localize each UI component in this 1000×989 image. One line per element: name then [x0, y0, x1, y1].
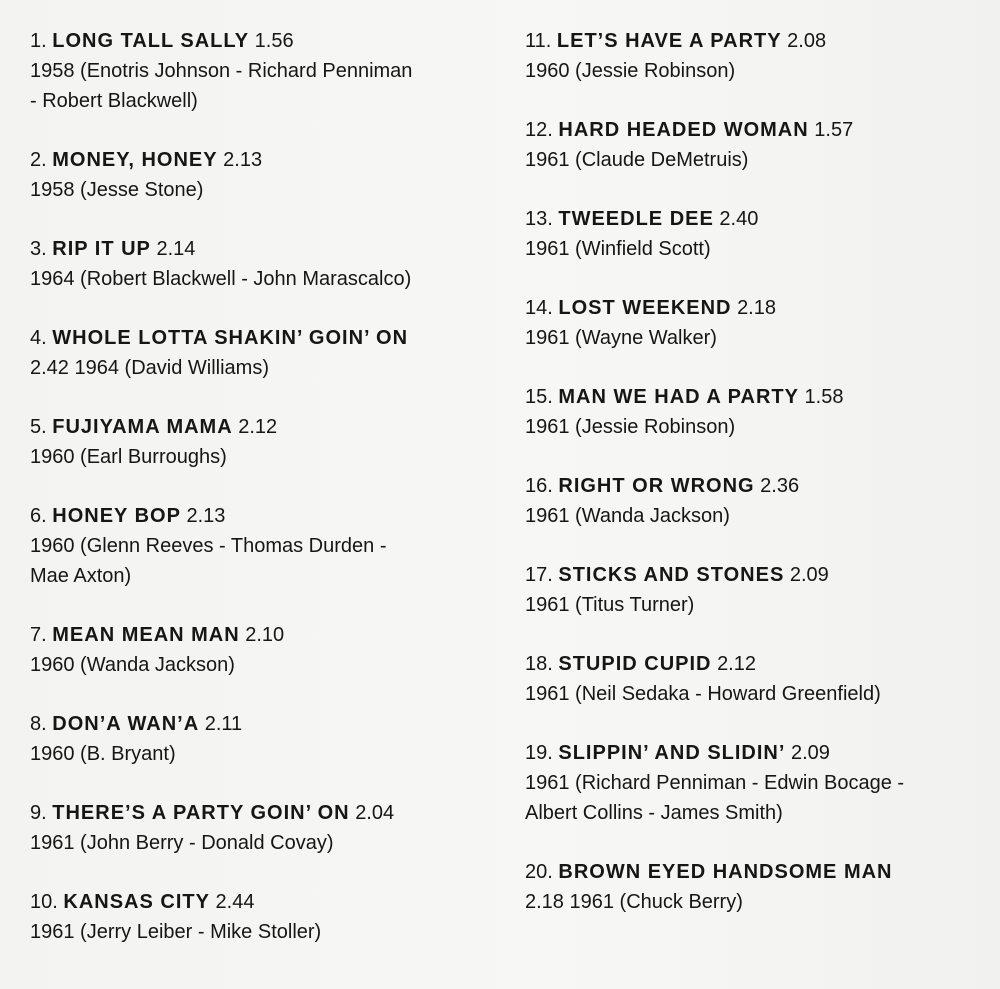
track-entry	[525, 471, 985, 531]
track-number: 18.	[525, 653, 553, 675]
track-duration: 2.04	[355, 802, 395, 824]
track-entry	[525, 738, 985, 828]
track-number: 13.	[525, 208, 553, 230]
track-title: DON’A WAN’A	[52, 713, 200, 735]
track-heading	[30, 620, 500, 650]
track-heading	[525, 649, 985, 679]
track-duration: 2.11	[204, 713, 243, 735]
track-credit-line: 1961 (Neil Sedaka - Howard Greenfield)	[525, 683, 881, 705]
track-duration: 2.09	[791, 742, 830, 764]
track-credit-line: 1960 (B. Bryant)	[30, 743, 176, 765]
track-heading	[525, 382, 985, 412]
track-title: LOST WEEKEND	[558, 297, 732, 319]
track-number: 8.	[30, 713, 47, 735]
track-title: RIGHT OR WRONG	[558, 475, 755, 497]
track-number: 15.	[525, 386, 553, 408]
track-number: 12.	[525, 119, 553, 141]
track-heading	[30, 234, 500, 264]
track-heading	[30, 26, 500, 56]
track-heading	[30, 501, 500, 531]
track-number: 1.	[30, 30, 47, 52]
track-number: 9.	[30, 802, 47, 824]
track-credit-line: 2.18 1961 (Chuck Berry)	[525, 891, 743, 913]
track-duration: 2.36	[760, 475, 800, 497]
track-number: 4.	[30, 327, 47, 349]
tracklist-left-column	[30, 26, 500, 976]
track-number: 5.	[30, 416, 47, 438]
track-credit-line: 1960 (Wanda Jackson)	[30, 654, 235, 676]
track-heading	[30, 145, 500, 175]
track-entry	[525, 857, 985, 917]
track-credit-line: 1960 (Earl Burroughs)	[30, 446, 227, 468]
track-title: MEAN MEAN MAN	[52, 624, 240, 646]
track-credit-line: 2.42 1964 (David Williams)	[30, 357, 269, 379]
track-number: 19.	[525, 742, 553, 764]
track-heading	[30, 887, 500, 917]
track-entry	[525, 115, 985, 175]
track-entry	[30, 620, 500, 680]
track-duration: 2.12	[717, 653, 756, 675]
track-title: LET’S HAVE A PARTY	[556, 30, 782, 52]
track-credit-line: 1960 (Jessie Robinson)	[525, 60, 736, 82]
track-entry	[30, 798, 500, 858]
track-duration: 2.10	[245, 624, 285, 646]
track-entry	[30, 709, 500, 769]
track-title: MONEY, HONEY	[52, 149, 218, 171]
track-entry	[525, 649, 985, 709]
track-credit-line: 1961 (Winfield Scott)	[525, 238, 711, 260]
track-credit-line: - Robert Blackwell)	[30, 90, 198, 112]
track-duration: 1.57	[814, 119, 854, 141]
track-credit-line: 1958 (Enotris Johnson - Richard Penniman	[30, 60, 413, 82]
track-duration: 2.13	[223, 149, 263, 171]
track-entry	[525, 382, 985, 442]
track-number: 14.	[525, 297, 553, 319]
track-title: LONG TALL SALLY	[52, 30, 250, 52]
track-entry	[30, 887, 500, 947]
track-credit-line: 1960 (Glenn Reeves - Thomas Durden -	[30, 535, 387, 557]
track-entry	[525, 26, 985, 86]
track-entry	[525, 560, 985, 620]
track-number: 16.	[525, 475, 553, 497]
track-duration: 2.40	[719, 208, 759, 230]
track-heading	[30, 798, 500, 828]
track-number: 20.	[525, 861, 553, 883]
track-heading	[525, 471, 985, 501]
track-number: 7.	[30, 624, 47, 646]
track-entry	[30, 323, 500, 383]
track-entry	[525, 204, 985, 264]
track-heading	[525, 204, 985, 234]
track-duration: 2.44	[215, 891, 255, 913]
tracklist-right-column	[525, 26, 985, 946]
track-heading	[525, 293, 985, 323]
track-title: STICKS AND STONES	[558, 564, 785, 586]
track-heading	[525, 738, 985, 768]
track-title: KANSAS CITY	[63, 891, 210, 913]
track-credit-line: 1961 (Jessie Robinson)	[525, 416, 736, 438]
track-title: RIP IT UP	[52, 238, 151, 260]
track-heading	[525, 115, 985, 145]
track-number: 6.	[30, 505, 47, 527]
track-number: 3.	[30, 238, 47, 260]
track-duration: 1.56	[254, 30, 294, 52]
track-credit-line: 1958 (Jesse Stone)	[30, 179, 204, 201]
track-entry	[525, 293, 985, 353]
track-duration: 2.08	[787, 30, 827, 52]
track-duration: 2.18	[737, 297, 776, 319]
track-entry	[30, 234, 500, 294]
track-number: 17.	[525, 564, 553, 586]
track-duration: 2.13	[186, 505, 226, 527]
track-duration: 2.09	[789, 564, 829, 586]
track-entry	[30, 501, 500, 591]
track-credit-line: 1964 (Robert Blackwell - John Marascalco)	[30, 268, 412, 290]
track-heading	[30, 412, 500, 442]
track-heading	[525, 26, 985, 56]
track-duration: 1.58	[804, 386, 844, 408]
track-entry	[30, 412, 500, 472]
track-title: THERE’S A PARTY GOIN’ ON	[52, 802, 350, 824]
track-credit-line: Mae Axton)	[30, 565, 132, 587]
track-entry	[30, 26, 500, 116]
track-number: 11.	[525, 30, 552, 52]
track-entry	[30, 145, 500, 205]
track-credit-line: 1961 (Claude DeMetruis)	[525, 149, 749, 171]
track-credit-line: 1961 (Titus Turner)	[525, 594, 695, 616]
track-heading	[30, 323, 500, 353]
track-credit-line: 1961 (Richard Penniman - Edwin Bocage -	[525, 772, 905, 794]
track-title: HONEY BOP	[52, 505, 181, 527]
track-title: BROWN EYED HANDSOME MAN	[558, 861, 893, 883]
track-title: SLIPPIN’ AND SLIDIN’	[558, 742, 786, 764]
track-title: FUJIYAMA MAMA	[52, 416, 233, 438]
track-title: WHOLE LOTTA SHAKIN’ GOIN’ ON	[52, 327, 409, 349]
track-heading	[525, 560, 985, 590]
track-title: TWEEDLE DEE	[558, 208, 714, 230]
track-title: MAN WE HAD A PARTY	[558, 386, 799, 408]
track-credit-line: 1961 (Jerry Leiber - Mike Stoller)	[30, 921, 322, 943]
track-credit-line: 1961 (Wanda Jackson)	[525, 505, 730, 527]
track-credit-line: 1961 (Wayne Walker)	[525, 327, 717, 349]
track-duration: 2.14	[156, 238, 196, 260]
track-credit-line: 1961 (John Berry - Donald Covay)	[30, 832, 334, 854]
track-number: 2.	[30, 149, 47, 171]
track-title: STUPID CUPID	[558, 653, 712, 675]
track-credit-line: Albert Collins - James Smith)	[525, 802, 783, 824]
track-title: HARD HEADED WOMAN	[558, 119, 809, 141]
track-heading	[525, 857, 985, 887]
track-heading	[30, 709, 500, 739]
track-duration: 2.12	[238, 416, 278, 438]
track-number: 10.	[30, 891, 58, 913]
